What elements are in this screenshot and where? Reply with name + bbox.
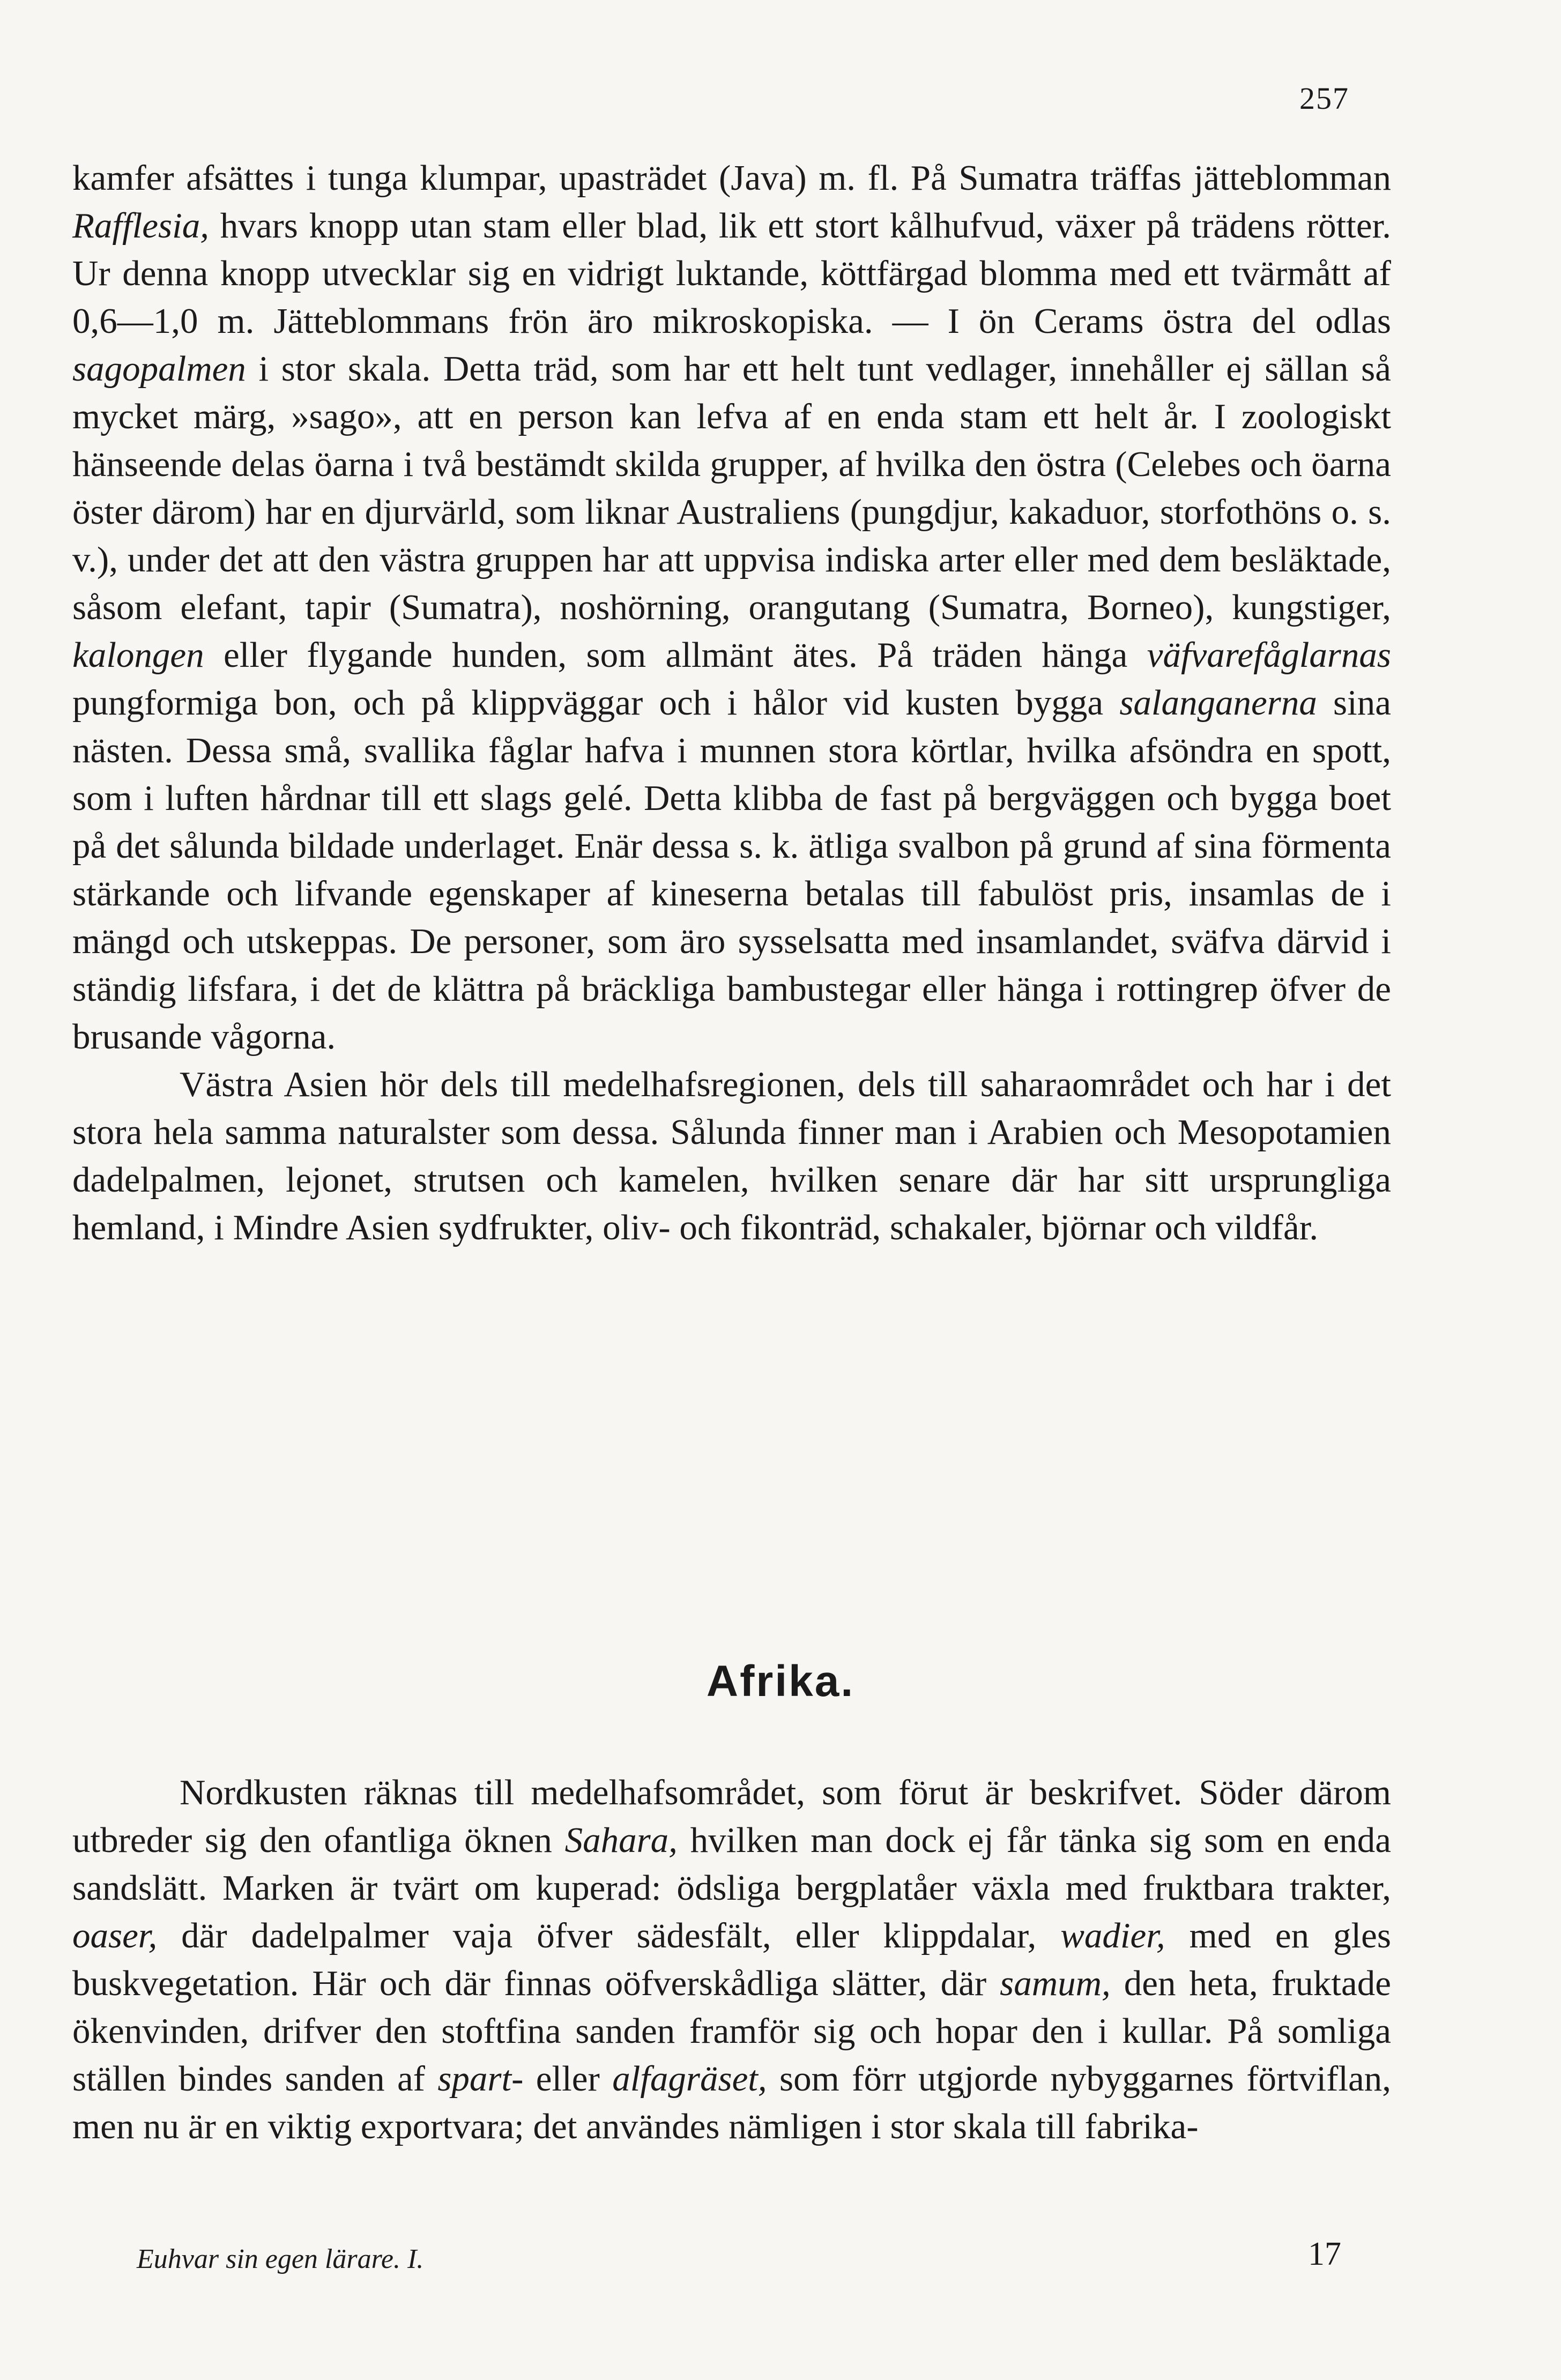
italic-term: kalongen	[72, 635, 204, 675]
italic-term: Sahara,	[564, 1820, 678, 1860]
footer-title: Euhvar sin egen lärare. I.	[137, 2244, 424, 2274]
paragraph	[72, 1061, 1391, 1252]
footer-signature-number: 17	[1308, 2236, 1341, 2272]
text-run: Västra Asien hör dels till medelhafsregionen, dels till saharaområdet och har i det stora hela samma naturalster som dessa. Sålunda finner man i Arabien och Mesopotamien dadelpalmen, lejonet, strutsen och kamelen, hvilken senare där har sitt ursprungliga hemland, i Mindre Asien sydfrukter, oliv- och fikonträd, schakaler, björnar och vildfår.	[72, 1065, 1391, 1247]
text-run: Nordkusten räknas till medelhafsområdet, som förut är beskrifvet. Söder därom utbreder sig den ofantliga öknen	[72, 1773, 1391, 1860]
text-run: hvars knopp utan stam eller blad, lik ett stort kålhufvud, växer på trädens rötter. Ur denna knopp utvecklar sig en vidrigt luktande, köttfärgad blomma med ett tvärmått af 0,6—1,0 m. Jätteblommans frön äro mikroskopiska. — I ön Cerams östra del odlas	[72, 206, 1391, 341]
text-run: eller flygande hunden, som allmänt ätes. På träden hänga	[204, 635, 1147, 675]
italic-term: salanganerna	[1119, 683, 1317, 723]
text-run: sina nästen. Dessa små, svallika fåglar hafva i munnen stora körtlar, hvilka afsöndra en spott, som i luften hårdnar till ett slags gelé. Detta klibba de fast på bergväggen och bygga boet på det sålunda bildade underlaget. Enär dessa s. k. ätliga svalbon på grund af sina förmenta stärkande och lifvande egenskaper af kineserna betalas till fabulöst pris, insamlas de i mängd och utskeppas. De personer, som äro sysselsatta med insamlandet, sväfva därvid i ständig lifsfara, i det de klättra på bräckliga bambustegar eller hänga i rottingrep öfver de brusande vågorna.	[72, 683, 1391, 1057]
text-run: eller	[523, 2059, 613, 2099]
body-text-block-2	[72, 1769, 1391, 2151]
italic-term: Rafflesia,	[72, 206, 209, 246]
page-number: 257	[1299, 81, 1349, 116]
italic-term: samum,	[1000, 1963, 1111, 2003]
text-run: som förr utgjorde nybyggarnes förtviflan, men nu är en viktig exportvara; det användes nämligen i stor skala till fabrika-	[72, 2059, 1391, 2146]
italic-term: väfvarefåglarnas	[1147, 635, 1391, 675]
text-run: i stor skala. Detta träd, som har ett helt tunt vedlager, innehåller ej sällan så mycket märg, »sago», att en person kan lefva af en enda stam ett helt år. I zoologiskt hänseende delas öarna i två bestämdt skilda grupper, af hvilka den östra (Celebes och öarna öster därom) har en djurvärld, som liknar Australiens (pungdjur, kakaduor, storfothöns o. s. v.), under det att den västra gruppen har att uppvisa indiska arter eller med dem besläktade, såsom elefant, tapir (Sumatra), noshörning, orangutang (Sumatra, Borneo), kungstiger,	[72, 349, 1391, 627]
text-run: hvilken man dock ej får tänka sig som en enda sandslätt. Marken är tvärt om kuperad: ödsliga bergplatåer växla med fruktbara trakter,	[72, 1820, 1391, 1908]
text-run: kamfer afsättes i tunga klumpar, upasträdet (Java) m. fl. På Sumatra träffas jätteblomman	[72, 158, 1391, 198]
body-text-block-1	[72, 154, 1391, 1252]
section-heading: Afrika.	[706, 1657, 855, 1706]
italic-term: spart-	[437, 2059, 524, 2099]
paragraph	[72, 154, 1391, 1061]
text-run: pungformiga bon, och på klippväggar och i hålor vid kusten bygga	[72, 683, 1120, 723]
paragraph	[72, 1769, 1391, 2151]
italic-term: sagopalmen	[72, 349, 246, 389]
italic-term: wadier,	[1060, 1916, 1165, 1955]
text-run: den heta, fruktade ökenvinden, drifver den stoftfina sanden framför sig och hopar den i kullar. På somliga ställen bindes sanden af	[72, 1963, 1391, 2099]
text-run: där dadelpalmer vaja öfver sädesfält, eller klippdalar,	[157, 1916, 1061, 1955]
text-run: med en gles buskvegetation. Här och där finnas oöfverskådliga slätter, där	[72, 1916, 1391, 2003]
italic-term: oaser,	[72, 1916, 158, 1955]
italic-term: alfagräset,	[612, 2059, 767, 2099]
